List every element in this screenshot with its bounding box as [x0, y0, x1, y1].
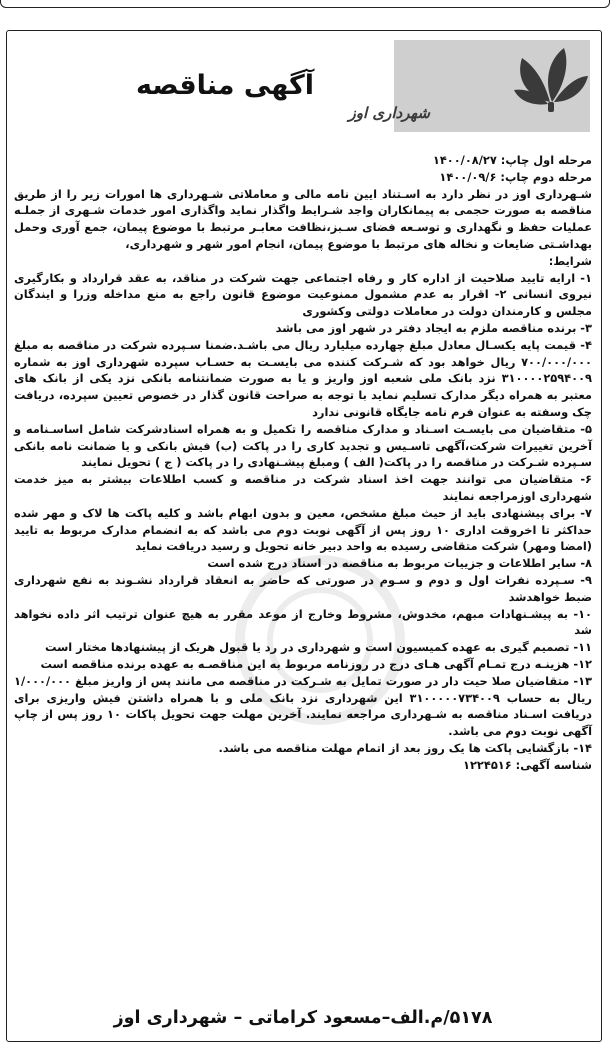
condition-item: ۱۱- تصمیم گیری به عهده کمیسیون است و شهرداری در رد یا قبول هریک از پیشنهادها مختار است [45, 640, 592, 655]
ad-id: شناسه آگهی: ۱۲۲۴۵۱۶ [463, 757, 592, 772]
condition-item: ۹- سـپرده نفرات اول و دوم و سـوم در صورتی که حاضر به انعقاد قرارداد نشـوند به نفع شهرداری ضبط خواهدشد [14, 572, 592, 604]
condition-item: ۵- متقاضیان می بایسـت اسـناد و مدارک مناقصه را تکمیل و به همراه اسنادشرکت شامل اساسـنامه و آخرین تغییرات شرکت،آگهی تاسـیس و تجدید کاری را در پاکت (ب) فیش بانکی و یا ضمانت نامه بانکی سـپرده شـرکت در مناقصه را در پاکت( الف ) ومبلغ پیشـنهادی را در پاکت ( ج ) تحویل نمایند [14, 421, 592, 470]
ad-header [14, 38, 594, 134]
print-dates [14, 152, 592, 186]
top-border [0, 0, 610, 8]
municipality-logo [348, 40, 590, 132]
conditions-label: شرایط: [548, 253, 592, 268]
condition-item: ۱۴- بازگشایی پاکت ها یک روز بعد از اتمام مهلت مناقصه می باشد. [218, 740, 592, 755]
condition-item: ۱۲- هزینـه درج تمـام آگهی هـای درج در روزنامه مربوط به این مناقصـه به عهده برنده مناقصه است [40, 656, 592, 671]
ad-title: آگهی مناقصه [135, 69, 315, 101]
condition-item: ۸- سایر اطلاعات و جزییات مربوط به مناقصه در اسناد درج شده است [207, 556, 592, 571]
condition-item: ۴- قیمت پایه یکسـال معادل مبلغ چهارده میلیارد ریال می باشـد.ضمنا سـپرده شرکت در مناقصه به مبلغ ۷۰۰/۰۰۰/۰۰۰ ریال خواهد بود که شـرکت کننده می بایسـت به حسـاب سپرده شهرداری اوز به شماره ۳۱۰۰۰۰۲۵۹۴۰۰۹ نزد بانک ملی شعبه اوز واریز و یا به صورت ضمانتنامه بانکی نزد یکی از بانک های معتبر به همراه دیگر مدارک تسلیم نماید با توجه به صراحت قانون گذار در خصوص تعیین سپرده، دریافت چک وسفته به عنوان فرم نامه جایگاه قانونی ندارد [14, 337, 592, 419]
logo-emblem-icon [348, 40, 590, 132]
print-date-first: مرحله اول چاپ: ۱۴۰۰/۰۸/۲۷ [432, 153, 592, 167]
ad-body [14, 152, 592, 773]
condition-item: ۱۳- متقاضیان صلا حیت دار در صورت تمایل به شـرکت در مناقصه می مانند پس از واریز مبلغ ۱/۰۰۰/۰۰۰ ریال به حساب ۳۱۰۰۰۰۰۷۳۴۰۰۹ این شهرداری نزد بانک ملی و با همراه داشتن فیش واریزی برای دریافت اسـناد مناقصه به شـهرداری مراجعه نمایند. آخرین مهلت جهت تحویل پاکات ۱۰ روز پس از چاپ آگهی نوبت دوم می باشد. [14, 673, 592, 739]
condition-item: ۱۰- به پیشـنهادات مبهم، مخدوش، مشروط وخارج از موعد مقرر به هیچ عنوان ترتیب اثر داده نخواهد شد [14, 606, 592, 638]
condition-item: ۳- برنده مناقصه ملزم به ایجاد دفتر در شهر اوز می باشد [275, 320, 592, 335]
intro-paragraph: شـهرداری اوز در نظر دارد به اسـتناد ایین نامه مالی و معاملاتی شـهرداری ها امورات زیر را از طریق مناقصه به صورت حجمی به پیمانکاران واجد شـرایط واگذار نماید واگذاری امور خدمات شـهری از جملـه عملیات حفظ و نگهداری و توسـعه فضای سـبز،نظافت معابـر مرتبط با موضوع پیمان، جمع آوری وحمل بهداشـتی ضایعات و نخاله های مرتبط با موضوع پیمان، انجام امور شهر و شهرداری، [14, 186, 592, 251]
condition-item: ۶- متقاضیان می توانند جهت اخذ اسناد شرکت در مناقصه و کسب اطلاعات بیشتر به میز خدمت شهرداری اوزمراجعه نمایند [14, 472, 592, 503]
ad-footer: ۵۱۷۸/م.الف–مسعود کراماتی – شهرداری اوز [113, 1008, 493, 1028]
print-date-second: مرحله دوم چاپ: ۱۴۰۰/۰۹/۶ [439, 169, 592, 184]
title-box [70, 46, 380, 124]
condition-item: ۱- ارایه تایید صلاحیت از اداره کار و رفاه اجتماعی جهت شرکت در مناقد، به عقد قرارداد و بکارگیری نیروی انسانی ۲- اقرار به عدم مشمول ممنوعیت موضوع قانون راجع به منع مداخله وزرا و ایندگان مجلس و کارمندان دولت در معاملات دولتی وکشوری [14, 270, 592, 319]
condition-item: ۷- برای پیشنهادی باید از حیث مبلغ مشخص، معین و بدون ابهام باشد و کلیه پاکت ها لاک و مهر شده حداکثر تا اخروقت اداری ۱۰ روز پس از آگهی نوبت دوم می باشد که به انضمام مدارک مربوط به تایید (امضا ومهر) شرکت متقاضی رسیده به واحد دبیر خانه تحویل و رسید دریافت نماید [14, 505, 592, 554]
logo-text: شهرداری اوز [348, 104, 430, 122]
